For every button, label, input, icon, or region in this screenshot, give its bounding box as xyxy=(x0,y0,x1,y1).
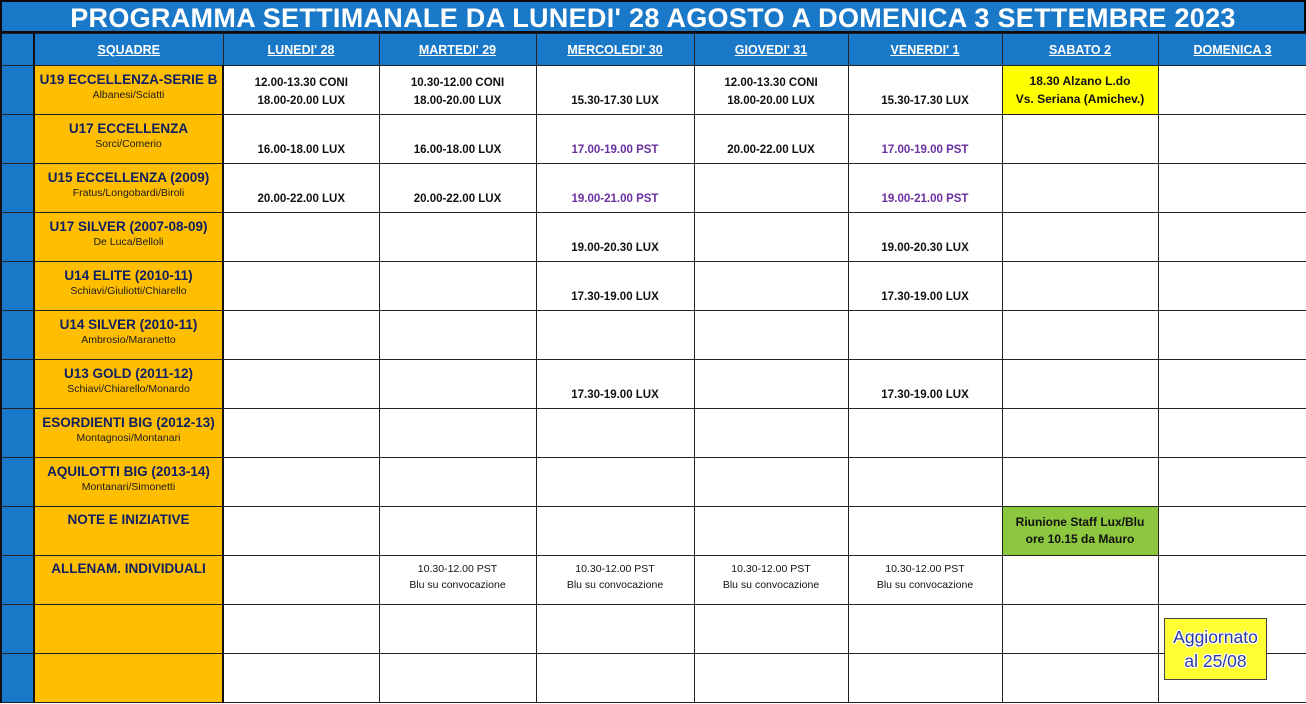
session-slot: 20.00-22.00 LUX xyxy=(257,193,346,205)
schedule-cell-sun xyxy=(1158,311,1306,360)
team-coaches: Fratus/Longobardi/Biroli xyxy=(72,187,185,199)
team-row xyxy=(1,409,1306,458)
schedule-cell-fri xyxy=(848,66,1002,115)
individual-cell-sat xyxy=(1002,556,1158,605)
team-row xyxy=(1,115,1306,164)
notes-cell-thu xyxy=(694,507,848,556)
individual-note: Blu su convocazione xyxy=(876,579,974,591)
schedule-cell-sat xyxy=(1002,360,1158,409)
notes-row xyxy=(1,507,1306,556)
schedule-cell-tue xyxy=(379,213,536,262)
schedule-cell-mon xyxy=(223,115,379,164)
row-marker xyxy=(1,409,34,458)
team-name: U19 ECCELLENZA-SERIE B xyxy=(39,72,218,87)
header-day-fri: VENERDI' 1 xyxy=(848,34,1002,66)
session-slot: 18.30 Alzano L.do xyxy=(1029,74,1131,88)
session-slot: 17.30-19.00 LUX xyxy=(881,291,969,303)
schedule-cell-fri xyxy=(848,409,1002,458)
header-day-wed: MERCOLEDI' 30 xyxy=(536,34,694,66)
team-name: U13 GOLD (2011-12) xyxy=(63,366,194,381)
row-marker xyxy=(1,311,34,360)
schedule-cell-sat xyxy=(1002,458,1158,507)
row-marker xyxy=(1,654,34,703)
individual-cell-fri xyxy=(848,556,1002,605)
schedule-cell-thu xyxy=(694,458,848,507)
team-name: AQUILOTTI BIG (2013-14) xyxy=(47,464,210,479)
team-row xyxy=(1,213,1306,262)
team-cell xyxy=(34,360,223,409)
session-slot: 19.00-21.00 PST xyxy=(571,193,659,205)
empty-cell-tue xyxy=(379,654,536,703)
schedule-cell-wed xyxy=(536,458,694,507)
team-name: ESORDIENTI BIG (2012-13) xyxy=(42,415,215,430)
notes-cell-fri xyxy=(848,507,1002,556)
team-cell xyxy=(34,66,223,115)
session-slot: 17.30-19.00 LUX xyxy=(571,291,659,303)
team-row xyxy=(1,311,1306,360)
schedule-cell-sun xyxy=(1158,115,1306,164)
schedule-cell-thu xyxy=(694,311,848,360)
notes-cell-sun xyxy=(1158,507,1306,556)
schedule-cell-wed xyxy=(536,213,694,262)
updated-note xyxy=(1164,618,1267,680)
empty-cell-mon xyxy=(223,605,379,654)
schedule-cell-sat xyxy=(1002,409,1158,458)
session-slot: 17.00-19.00 PST xyxy=(571,144,659,156)
schedule-cell-wed xyxy=(536,409,694,458)
team-cell xyxy=(34,262,223,311)
individual-note: Blu su convocazione xyxy=(566,579,664,591)
schedule-cell-tue xyxy=(379,409,536,458)
empty-cell-thu xyxy=(694,605,848,654)
schedule-cell-thu xyxy=(694,213,848,262)
notes-cell-wed xyxy=(536,507,694,556)
team-row xyxy=(1,164,1306,213)
row-marker xyxy=(1,66,34,115)
individual-cell-mon xyxy=(223,556,379,605)
session-slot: 10.30-12.00 CONI xyxy=(410,77,505,89)
empty-team-cell xyxy=(34,605,223,654)
session-slot: 20.00-22.00 LUX xyxy=(413,193,502,205)
team-row xyxy=(1,262,1306,311)
individual-cell-thu xyxy=(694,556,848,605)
empty-cell-thu xyxy=(694,654,848,703)
individual-session: 10.30-12.00 PST xyxy=(417,563,498,575)
schedule-cell-sun xyxy=(1158,458,1306,507)
schedule-cell-mon xyxy=(223,213,379,262)
schedule-cell-fri xyxy=(848,164,1002,213)
team-cell xyxy=(34,164,223,213)
header-row xyxy=(1,34,1306,66)
team-coaches: Montagnosi/Montanari xyxy=(76,432,181,444)
session-slot: 19.00-20.30 LUX xyxy=(571,242,659,254)
schedule-cell-mon xyxy=(223,458,379,507)
schedule-cell-thu xyxy=(694,262,848,311)
team-row xyxy=(1,458,1306,507)
individual-label-cell xyxy=(34,556,223,605)
header-day-sat: SABATO 2 xyxy=(1002,34,1158,66)
schedule-cell-wed xyxy=(536,360,694,409)
row-marker xyxy=(1,556,34,605)
team-coaches: Sorci/Comerio xyxy=(95,138,162,150)
individual-cell-sun xyxy=(1158,556,1306,605)
session-slot: 19.00-21.00 PST xyxy=(881,193,969,205)
empty-cell-tue xyxy=(379,605,536,654)
notes-cell-tue xyxy=(379,507,536,556)
schedule-cell-thu xyxy=(694,360,848,409)
schedule-cell-thu xyxy=(694,66,848,115)
team-cell xyxy=(34,213,223,262)
schedule-cell-tue xyxy=(379,164,536,213)
schedule-table xyxy=(0,33,1306,703)
row-marker xyxy=(1,507,34,556)
empty-team-cell xyxy=(34,654,223,703)
schedule-cell-sun xyxy=(1158,262,1306,311)
schedule-cell-wed xyxy=(536,66,694,115)
header-day-tue: MARTEDI' 29 xyxy=(379,34,536,66)
schedule-cell-fri xyxy=(848,115,1002,164)
schedule-cell-sun xyxy=(1158,360,1306,409)
team-coaches: Schiavi/Chiarello/Monardo xyxy=(67,383,190,395)
session-slot: 18.00-20.00 LUX xyxy=(257,95,346,107)
schedule-cell-sun xyxy=(1158,164,1306,213)
row-marker xyxy=(1,164,34,213)
note-text: ore 10.15 da Mauro xyxy=(1025,532,1135,546)
session-slot: 15.30-17.30 LUX xyxy=(571,95,659,107)
schedule-cell-fri xyxy=(848,360,1002,409)
session-slot: 17.30-19.00 LUX xyxy=(571,389,659,401)
row-marker xyxy=(1,262,34,311)
notes-label-cell xyxy=(34,507,223,556)
empty-cell-fri xyxy=(848,654,1002,703)
header-day-sun: DOMENICA 3 xyxy=(1158,34,1306,66)
row-marker xyxy=(1,213,34,262)
notes-cell-sat xyxy=(1002,507,1158,556)
header-squadre: SQUADRE xyxy=(34,34,223,66)
schedule-cell-mon xyxy=(223,66,379,115)
session-slot: 18.00-20.00 LUX xyxy=(727,95,815,107)
individual-session: 10.30-12.00 PST xyxy=(575,563,655,575)
schedule-cell-fri xyxy=(848,213,1002,262)
individual-session: 10.30-12.00 PST xyxy=(731,563,811,575)
team-coaches: Albanesi/Sciatti xyxy=(92,89,165,101)
team-name: U15 ECCELLENZA (2009) xyxy=(47,170,210,185)
schedule-cell-tue xyxy=(379,360,536,409)
schedule-cell-sat xyxy=(1002,311,1158,360)
row-marker xyxy=(1,458,34,507)
schedule-cell-sat xyxy=(1002,164,1158,213)
schedule-cell-thu xyxy=(694,164,848,213)
schedule-cell-wed xyxy=(536,115,694,164)
schedule-cell-sat xyxy=(1002,115,1158,164)
empty-row xyxy=(1,605,1306,654)
schedule-cell-mon xyxy=(223,360,379,409)
schedule-cell-mon xyxy=(223,262,379,311)
header-day-mon: LUNEDI' 28 xyxy=(223,34,379,66)
individual-training-row xyxy=(1,556,1306,605)
individual-note: Blu su convocazione xyxy=(722,579,820,591)
schedule-cell-tue xyxy=(379,458,536,507)
team-cell xyxy=(34,458,223,507)
page-title: PROGRAMMA SETTIMANALE DA LUNEDI' 28 AGOSTO A DOMENICA 3 SETTEMBRE 2023 xyxy=(0,0,1306,33)
notes-cell-mon xyxy=(223,507,379,556)
header-day-thu: GIOVEDI' 31 xyxy=(694,34,848,66)
session-slot: 16.00-18.00 LUX xyxy=(257,144,346,156)
note-text: Riunione Staff Lux/Blu xyxy=(1015,515,1145,529)
individual-note: Blu su convocazione xyxy=(409,579,506,591)
session-slot: 12.00-13.30 CONI xyxy=(254,77,348,89)
row-marker xyxy=(1,605,34,654)
session-slot: 18.00-20.00 LUX xyxy=(413,95,502,107)
schedule-cell-mon xyxy=(223,409,379,458)
empty-cell-sat xyxy=(1002,654,1158,703)
team-coaches: De Luca/Belloli xyxy=(93,236,164,248)
empty-cell-fri xyxy=(848,605,1002,654)
session-slot: 19.00-20.30 LUX xyxy=(881,242,969,254)
schedule-cell-sun xyxy=(1158,213,1306,262)
schedule-cell-sun xyxy=(1158,66,1306,115)
session-slot: Vs. Seriana (Amichev.) xyxy=(1015,92,1145,106)
individual-cell-wed xyxy=(536,556,694,605)
schedule-cell-fri xyxy=(848,311,1002,360)
empty-cell-wed xyxy=(536,605,694,654)
schedule-cell-tue xyxy=(379,66,536,115)
session-slot: 17.30-19.00 LUX xyxy=(881,389,969,401)
team-name: U17 ECCELLENZA xyxy=(68,121,189,136)
team-cell xyxy=(34,115,223,164)
session-slot: 20.00-22.00 LUX xyxy=(727,144,815,156)
team-row xyxy=(1,360,1306,409)
team-name: U14 ELITE (2010-11) xyxy=(64,268,193,283)
team-coaches: Ambrosio/Maranetto xyxy=(81,334,176,346)
updated-note-line1: Aggiornato xyxy=(1173,627,1258,647)
individual-label: ALLENAM. INDIVIDUALI xyxy=(51,561,206,576)
schedule-cell-mon xyxy=(223,164,379,213)
schedule-cell-fri xyxy=(848,458,1002,507)
team-coaches: Schiavi/Giuliotti/Chiarello xyxy=(70,285,187,297)
updated-note-line2: al 25/08 xyxy=(1184,651,1247,671)
schedule-cell-tue xyxy=(379,311,536,360)
schedule-cell-sat xyxy=(1002,262,1158,311)
session-slot: 16.00-18.00 LUX xyxy=(413,144,502,156)
schedule-cell-mon xyxy=(223,311,379,360)
row-marker xyxy=(1,360,34,409)
schedule-cell-sat xyxy=(1002,213,1158,262)
individual-cell-tue xyxy=(379,556,536,605)
empty-cell-sat xyxy=(1002,605,1158,654)
schedule-cell-fri xyxy=(848,262,1002,311)
row-marker xyxy=(1,34,34,66)
team-name: U14 SILVER (2010-11) xyxy=(59,317,198,332)
schedule-cell-thu xyxy=(694,409,848,458)
individual-session: 10.30-12.00 PST xyxy=(885,563,965,575)
team-coaches: Montanari/Simonetti xyxy=(81,481,176,493)
schedule-cell-thu xyxy=(694,115,848,164)
team-name: U17 SILVER (2007-08-09) xyxy=(49,219,208,234)
notes-label: NOTE E INIZIATIVE xyxy=(67,512,190,527)
schedule-cell-wed xyxy=(536,262,694,311)
empty-row xyxy=(1,654,1306,703)
session-slot: 17.00-19.00 PST xyxy=(881,144,969,156)
schedule-cell-tue xyxy=(379,115,536,164)
session-slot: 12.00-13.30 CONI xyxy=(724,77,818,89)
team-cell xyxy=(34,311,223,360)
empty-cell-mon xyxy=(223,654,379,703)
team-row xyxy=(1,66,1306,115)
schedule-cell-tue xyxy=(379,262,536,311)
row-marker xyxy=(1,115,34,164)
schedule-cell-sat xyxy=(1002,66,1158,115)
schedule-cell-wed xyxy=(536,164,694,213)
empty-cell-wed xyxy=(536,654,694,703)
session-slot: 15.30-17.30 LUX xyxy=(881,95,969,107)
team-cell xyxy=(34,409,223,458)
schedule-cell-wed xyxy=(536,311,694,360)
schedule-cell-sun xyxy=(1158,409,1306,458)
